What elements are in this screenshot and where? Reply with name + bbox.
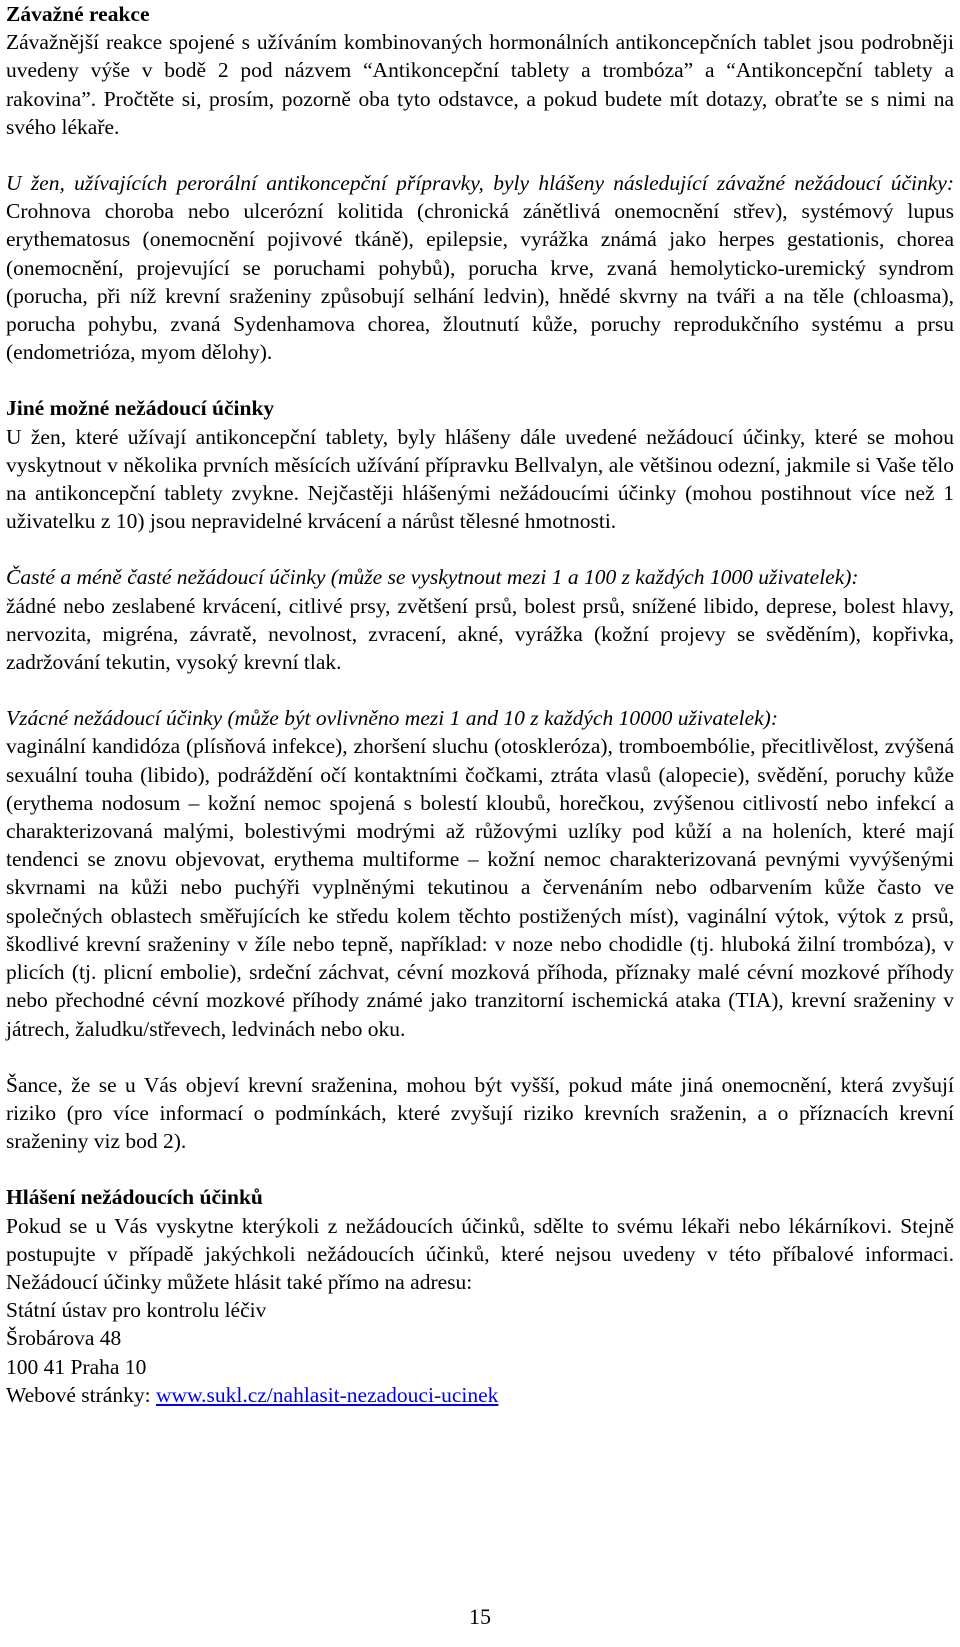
- paragraph-serious-reactions-intro: Závažnější reakce spojené s užíváním kombinovaných hormonálních antikoncepčních tablet jsou podrobněji uvedeny výše v bodě 2 pod názvem “Antikoncepční tablety a trombóza” a “Antikoncepční tablety a rakovina”. Pročtěte si, prosím, pozorně oba tyto odstavce, a pokud budete mít dotazy, obraťte se s nimi na svého lékaře.: [6, 30, 954, 139]
- document-page: [6, 0, 954, 1409]
- paragraph-common-side-effects: žádné nebo zeslabené krvácení, citlivé prsy, zvětšení prsů, bolest prsů, snížené libido, deprese, bolest hlavy, nervozita, migréna, závratě, nevolnost, zvracení, akné, vyrážka (kožní projevy se svěděním), kopřivka, zadržování tekutin, vysoký krevní tlak.: [6, 593, 954, 675]
- address-line-street: Šrobárova 48: [6, 1326, 122, 1351]
- website-label: Webové stránky:: [6, 1382, 156, 1407]
- section-heading-other-side-effects: Jiné možné nežádoucí účinky: [6, 396, 275, 421]
- section-heading-serious-reactions: Závažné reakce: [6, 2, 150, 26]
- page-number: 15: [469, 1604, 491, 1629]
- subheading-common-side-effects: Časté a méně časté nežádoucí účinky (může se vyskytnout mezi 1 a 100 z každých 1000 uživatelek):: [6, 565, 859, 590]
- paragraph-serious-side-effects: [6, 169, 954, 366]
- address-line-city: 100 41 Praha 10: [6, 1354, 147, 1379]
- section-heading-reporting: Hlášení nežádoucích účinků: [6, 1185, 263, 1210]
- paragraph-blood-clot-chance: Šance, že se u Vás objeví krevní sraženina, mohou být vyšší, pokud máte jiná onemocnění, která zvyšují riziko (pro více informací o podmínkách, které zvyšují riziko krevních sraženin, a o příznacích krevní sraženiny viz bod 2).: [6, 1072, 954, 1154]
- serious-side-effects-list: Crohnova choroba nebo ulcerózní kolitida (chronická zánětlivá onemocnění střev), systémový lupus erythematosus (onemocnění pojivové tkáně), epilepsie, vyrážka známá jako herpes gestationis, chorea (onemocnění, projevující se poruchami pohybů), porucha krve, zvaná hemolyticko-uremický syndrom (porucha, při níž krevní sraženiny způsobují selhání ledvin), hnědé skvrny na tváři a na těle (chloasma), porucha pohybu, zvaná Sydenhamova chorea, žloutnutí kůže, poruchy reprodukčního systému a prsu (endometrióza, myom dělohy).: [6, 199, 954, 365]
- paragraph-other-side-effects: U žen, které užívají antikoncepční tablety, byly hlášeny dále uvedené nežádoucí účinky, které se mohou vyskytnout v několika prvních měsících užívání přípravku Bellvalyn, ale většinou odezní, jakmile si Vaše tělo na antikoncepční tablety zvykne. Nejčastěji hlášenými nežádoucími účinky (mohou postihnout více než 1 uživatelku z 10) jsou nepravidelné krvácení a nárůst tělesné hmotnosti.: [6, 424, 954, 534]
- subheading-rare-side-effects: Vzácné nežádoucí účinky (může být ovlivněno mezi 1 and 10 z každých 10000 uživatelek):: [6, 706, 778, 731]
- website-line: [6, 1381, 954, 1409]
- paragraph-rare-side-effects: vaginální kandidóza (plísňová infekce), zhoršení sluchu (otoskleróza), tromboembólie, přecitlivělost, zvýšená sexuální touha (libido), podráždění očí kontaktními čočkami, ztráta vlasů (alopecie), svědění, poruchy kůže (erythema nodosum – kožní nemoc spojená s bolestí kloubů, horečkou, zvýšenou citlivostí nebo infekcí a charakterizovaná malými, bolestivými modrými až růžovými uzlíky pod kůží a na holeních, které mají tendenci se znovu objevovat, erythema multiforme – kožní nemoc charakterizovaná pevnými vyvýšenými skvrnami na kůži nebo puchýři vyplněnými tekutinou a červenáním nebo odbarvením kůže často ve společných oblastech směřujících ke středu kolem těchto postižených míst), vaginální výtok, výtok z prsů, škodlivé krevní sraženiny v žíle nebo tepně, například: v noze nebo chodidle (tj. hluboká žilní trombóza), v plicích (tj. plicní embolie), srdeční záchvat, cévní mozková příhoda, příznaky malé cévní mozkové příhody nebo přechodné cévní mozkové příhody známé jako tranzitorní ischemická ataka (TIA), krevní sraženiny v játrech, žaludku/střevech, ledvinách nebo oku.: [6, 734, 954, 1041]
- address-line-institute: Státní ústav pro kontrolu léčiv: [6, 1298, 267, 1323]
- paragraph-reporting: Pokud se u Vás vyskytne kterýkoli z nežádoucích účinků, sdělte to svému lékaři nebo lékárníkovi. Stejně postupujte v případě jakýchkoli nežádoucích účinků, které nejsou uvedeny v této příbalové informaci. Nežádoucí účinky můžete hlásit také přímo na adresu:: [6, 1213, 954, 1294]
- serious-side-effects-lead: U žen, užívajících perorální antikoncepční přípravky, byly hlášeny následující závažné nežádoucí účinky:: [6, 171, 954, 196]
- website-link[interactable]: www.sukl.cz/nahlasit-nezadouci-ucinek: [155, 1382, 499, 1407]
